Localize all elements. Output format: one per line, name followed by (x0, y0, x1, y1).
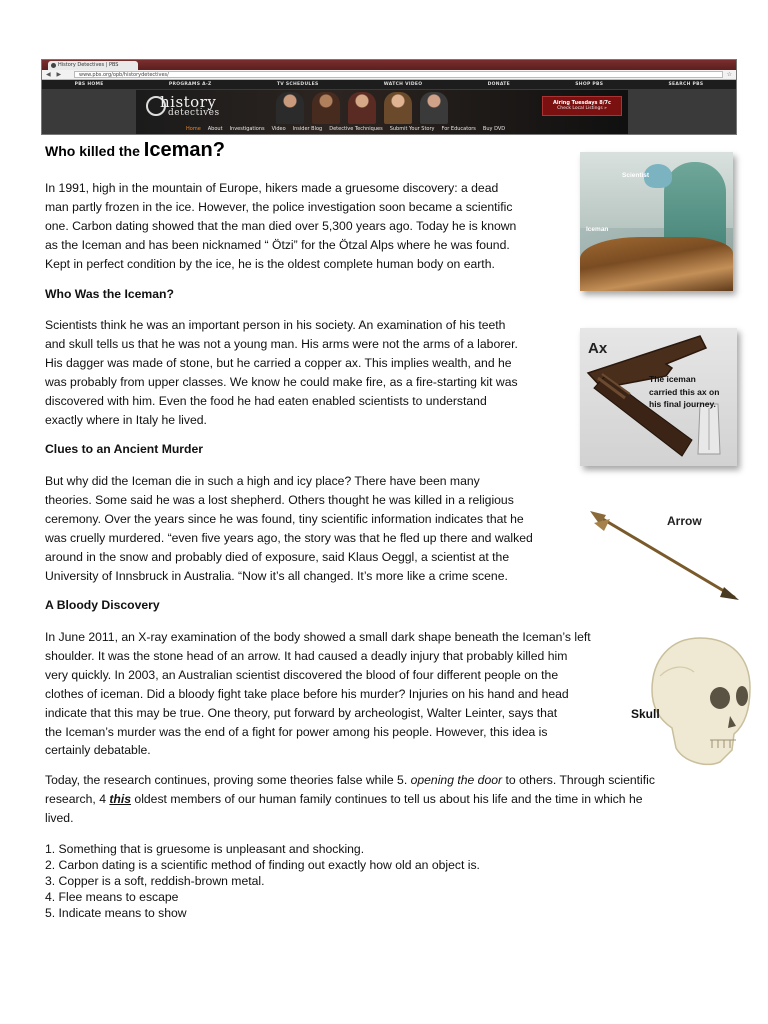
hosts-photo (276, 90, 536, 124)
caption-line: The iceman (649, 374, 696, 384)
logo-text: history (160, 93, 217, 111)
menu-item[interactable]: SHOP PBS (575, 82, 604, 87)
title-main: Iceman? (143, 139, 225, 161)
text-line: In 1991, high in the mountain of Europe, hikers made a gruesome discovery: a dead (45, 181, 499, 195)
text-line: ceremony. Over the years since he was found, tiny scientific information indicates that he (45, 511, 524, 526)
text-line: exactly where in Italy he lived. (45, 412, 207, 427)
text-line: clothes of iceman. Did a bloody fight take place before his murder? Injuries on his hand and head (45, 686, 569, 701)
text-line: theories. Some said he was a lost shepherd. Others thought he was killed in a religious (45, 492, 514, 507)
airing-text: Airing Tuesdays 8/7c (553, 100, 611, 106)
skull-label: Skull (631, 707, 660, 721)
article-title (45, 139, 225, 162)
show-hero-banner (136, 90, 628, 134)
host-figure (312, 92, 340, 124)
text-line: man partly frozen in the ice. However, the police investigation soon became a scientific (45, 199, 513, 214)
text-run: oldest members of our human family continues to tell us about his life and the time in which he (131, 791, 643, 806)
listings-link[interactable]: Check Local Listings » (557, 106, 607, 111)
caption-line: carried this ax on (649, 386, 720, 397)
nav-link-home[interactable]: Home (186, 126, 201, 132)
text-line: certainly debatable. (45, 743, 151, 758)
text-line (45, 790, 655, 809)
text-line: was cruelly murdered. “even five years ago, the story was that he fled up there and walked (45, 530, 533, 545)
arrow-icon (588, 507, 743, 603)
text-line: indicate that this may be true. One theory, put forward by archeologist, Walter Leinter, says that (45, 705, 558, 720)
title-prefix: Who killed the (45, 143, 144, 159)
photo-label-scientist: Scientist (622, 172, 650, 179)
definition-item: 2. Carbon dating is a scientific method of finding out exactly how old an object is. (45, 858, 480, 872)
website-screenshot (41, 59, 737, 135)
arrow-label: Arrow (667, 514, 702, 528)
text-run: research, 4 (45, 791, 110, 806)
ax-photo (580, 328, 737, 466)
section-heading: Who Was the Iceman? (45, 287, 174, 301)
text-line: discovered with him. Even the food he had eaten enabled scientists to understand (45, 393, 487, 408)
section-paragraph (45, 628, 591, 760)
caption-line: his final journey. (649, 399, 716, 409)
closing-paragraph (45, 771, 655, 828)
ax-title: Ax (588, 340, 608, 357)
nav-link[interactable]: Detective Techniques (329, 126, 383, 132)
host-figure (276, 92, 304, 124)
intro-paragraph (45, 179, 516, 274)
text-run: Today, the research continues, proving some theories false while 5. (45, 773, 411, 787)
text-run: to others. Through scientific (502, 773, 655, 787)
text-line (45, 771, 655, 790)
airing-badge[interactable] (542, 96, 622, 116)
pbs-menu-bar (42, 80, 736, 89)
text-line: His dagger was made of stone, but he carried a copper ax. This implies wealth, and he (45, 355, 512, 370)
nav-link[interactable]: Buy DVD (482, 126, 506, 132)
underlined-word: this (109, 791, 132, 806)
menu-item[interactable]: TV SCHEDULES (276, 82, 319, 87)
definition-item: 4. Flee means to escape (45, 890, 179, 904)
logo-subtext: detectives (168, 108, 220, 118)
text-line: around in the snow and probably died of exposure, said Klaus Oeggl, a scientist at the (45, 549, 510, 564)
text-line: But why did the Iceman die in such a high and icy place? There have been many (45, 474, 480, 488)
text-line: was probably from upper classes. We know he could make fire, as a fire-starting kit was (45, 374, 518, 389)
section-paragraph (45, 316, 518, 429)
host-figure (384, 92, 412, 124)
emphasis-text: opening the door (410, 773, 503, 787)
vocabulary-list (45, 841, 480, 921)
browser-address-bar (42, 70, 736, 80)
menu-item[interactable]: DONATE (487, 82, 511, 87)
nav-link[interactable]: Insider Blog (292, 126, 323, 132)
site-nav (186, 126, 505, 132)
nav-link[interactable]: Investigations (229, 126, 265, 132)
photo-label-iceman: Iceman (586, 226, 609, 233)
menu-item[interactable]: WATCH VIDEO (383, 82, 423, 87)
text-line: lived. (45, 810, 74, 825)
ax-caption (649, 373, 719, 411)
text-line: very quickly. In 2003, an Australian scientist discovered the blood of four different people on the (45, 667, 559, 682)
nav-link[interactable]: For Educators (441, 126, 476, 132)
text-line: as the Iceman and has been nicknamed “ Ötzi” for the Ötzal Alps where he was found. (45, 237, 510, 252)
browser-tab[interactable]: History Detectives | PBS (48, 61, 138, 70)
definition-item: 3. Copper is a soft, reddish-brown metal. (45, 874, 265, 888)
text-line: Scientists think he was an important person in his society. An examination of his teeth (45, 318, 506, 332)
text-line: one. Carbon dating showed that the man died over 5,300 years ago. Today he is known (45, 218, 517, 233)
text-line: and skull tells us that he was not a young man. His arms were not the arms of a laborer. (45, 336, 518, 351)
nav-link[interactable]: Submit Your Story (389, 126, 435, 132)
nav-link[interactable]: Video (271, 126, 286, 132)
menu-item[interactable]: SEARCH PBS (668, 82, 704, 87)
menu-item[interactable]: PBS HOME (74, 82, 104, 87)
text-line: University of Innsbruck in Australia. “Now it’s all changed. It’s more like a crime scene. (45, 568, 508, 583)
section-paragraph (45, 472, 533, 585)
iceman-photo (580, 152, 733, 291)
star-icon[interactable]: ☆ (726, 71, 732, 78)
iceman-body (580, 237, 733, 291)
menu-item[interactable]: PROGRAMS A-Z (168, 82, 212, 87)
text-line: Kept in perfect condition by the ice, he is the oldest complete human body on earth. (45, 256, 495, 271)
text-line: shoulder. It was the stone head of an arrow. It had caused a deadly injury that probably killed him (45, 648, 568, 663)
section-heading: A Bloody Discovery (45, 598, 160, 612)
browser-tab-bar (42, 60, 736, 70)
definition-item: 5. Indicate means to show (45, 906, 187, 920)
definition-item: 1. Something that is gruesome is unpleasant and shocking. (45, 842, 365, 856)
text-line: In June 2011, an X-ray examination of the body showed a small dark shape beneath the Iceman’s left (45, 630, 591, 644)
url-field[interactable]: www.pbs.org/opb/historydetectives/ (74, 71, 723, 78)
nav-link[interactable]: About (207, 126, 223, 132)
text-line: the Iceman’s murder was the end of a fight for power among his people. However, this idea is (45, 724, 548, 739)
back-forward-icon[interactable]: ◀ ▶ (46, 71, 64, 78)
section-heading: Clues to an Ancient Murder (45, 442, 204, 456)
show-logo[interactable] (142, 93, 242, 119)
skull-icon (650, 636, 752, 772)
host-figure (348, 92, 376, 124)
host-figure (420, 92, 448, 124)
